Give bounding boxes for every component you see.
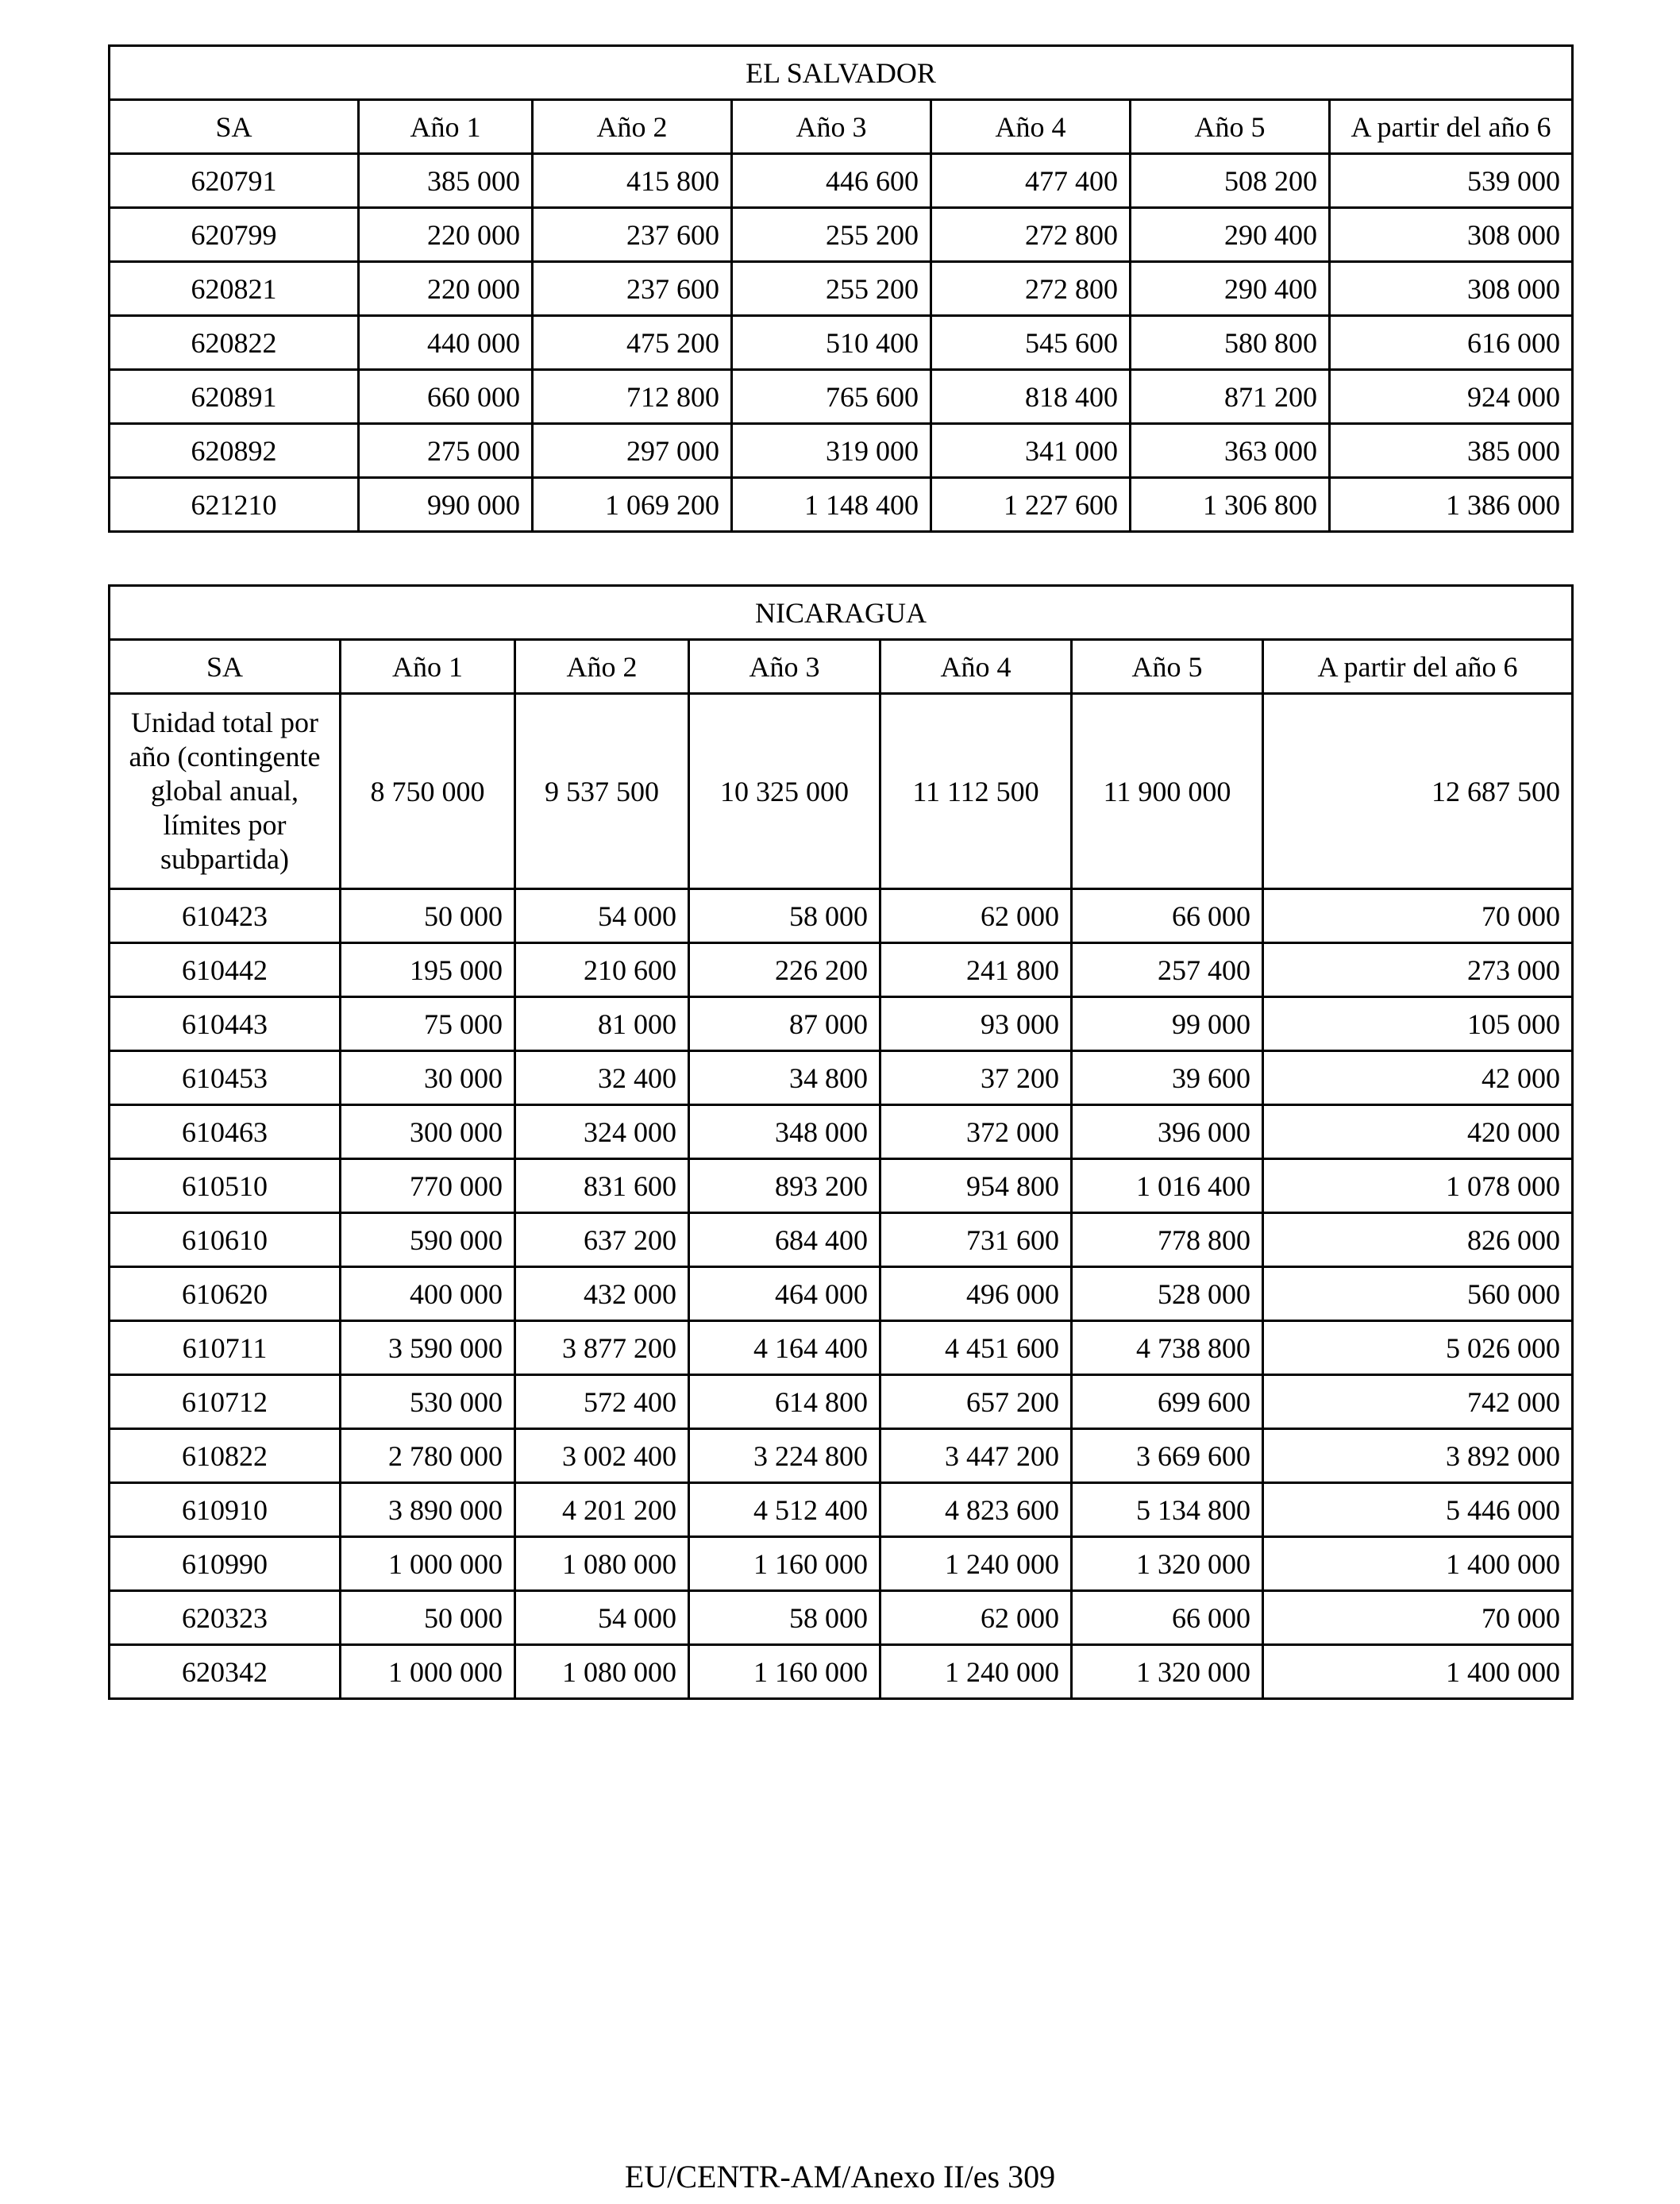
total-row-label: Unidad total por año (contingente global anual, límites por subpartida) [110,694,341,889]
column-header: Año 2 [515,640,689,694]
quota-value-cell: 237 600 [533,208,732,262]
nicaragua-quota-table [108,584,1574,1700]
quota-value-cell: 528 000 [1072,1267,1263,1321]
quota-value-cell: 614 800 [689,1375,880,1429]
table-row [110,1429,1573,1483]
quota-value-cell: 831 600 [515,1159,689,1213]
quota-value-cell: 530 000 [341,1375,515,1429]
table-row [110,1159,1573,1213]
quota-value-cell: 3 002 400 [515,1429,689,1483]
quota-value-cell: 30 000 [341,1051,515,1105]
quota-value-cell: 58 000 [689,889,880,943]
quota-value-cell: 385 000 [359,154,533,208]
quota-value-cell: 3 224 800 [689,1429,880,1483]
quota-value-cell: 1 227 600 [931,478,1131,532]
hs-code-cell: 610712 [110,1375,341,1429]
hs-code-cell: 620892 [110,424,359,478]
quota-value-cell: 1 016 400 [1072,1159,1263,1213]
quota-value-cell: 3 890 000 [341,1483,515,1537]
quota-value-cell: 3 590 000 [341,1321,515,1375]
quota-value-cell: 1 320 000 [1072,1537,1263,1591]
quota-value-cell: 58 000 [689,1591,880,1645]
total-value: 9 537 500 [515,694,689,889]
quota-value-cell: 4 823 600 [880,1483,1072,1537]
quota-value-cell: 272 800 [931,208,1131,262]
table-row [110,1591,1573,1645]
table-row [110,997,1573,1051]
quota-value-cell: 42 000 [1263,1051,1573,1105]
quota-value-cell: 341 000 [931,424,1131,478]
quota-value-cell: 1 386 000 [1330,478,1573,532]
hs-code-cell: 610463 [110,1105,341,1159]
hs-code-cell: 610990 [110,1537,341,1591]
column-header: Año 2 [533,100,732,154]
quota-value-cell: 616 000 [1330,316,1573,370]
quota-value-cell: 50 000 [341,1591,515,1645]
quota-value-cell: 308 000 [1330,208,1573,262]
quota-value-cell: 432 000 [515,1267,689,1321]
quota-value-cell: 385 000 [1330,424,1573,478]
quota-value-cell: 1 320 000 [1072,1645,1263,1699]
table-row [110,889,1573,943]
quota-value-cell: 272 800 [931,262,1131,316]
page-footer: EU/CENTR-AM/Anexo II/es 309 [624,2159,1056,2194]
quota-value-cell: 54 000 [515,889,689,943]
hs-code-cell: 610443 [110,997,341,1051]
quota-value-cell: 871 200 [1131,370,1330,424]
table-row [110,1375,1573,1429]
quota-value-cell: 195 000 [341,943,515,997]
quota-value-cell: 5 446 000 [1263,1483,1573,1537]
quota-value-cell: 363 000 [1131,424,1330,478]
quota-value-cell: 508 200 [1131,154,1330,208]
hs-code-cell: 620799 [110,208,359,262]
hs-code-cell: 610453 [110,1051,341,1105]
quota-value-cell: 70 000 [1263,1591,1573,1645]
quota-value-cell: 37 200 [880,1051,1072,1105]
column-header: A partir del año 6 [1263,640,1573,694]
quota-value-cell: 32 400 [515,1051,689,1105]
column-header: Año 1 [359,100,533,154]
hs-code-cell: 620821 [110,262,359,316]
quota-value-cell: 990 000 [359,478,533,532]
quota-value-cell: 699 600 [1072,1375,1263,1429]
column-header: SA [110,100,359,154]
quota-value-cell: 539 000 [1330,154,1573,208]
quota-value-cell: 660 000 [359,370,533,424]
quota-value-cell: 255 200 [732,208,931,262]
quota-value-cell: 226 200 [689,943,880,997]
table-row [110,316,1573,370]
quota-value-cell: 255 200 [732,262,931,316]
quota-value-cell: 257 400 [1072,943,1263,997]
quota-value-cell: 1 000 000 [341,1537,515,1591]
quota-value-cell: 273 000 [1263,943,1573,997]
quota-value-cell: 210 600 [515,943,689,997]
quota-value-cell: 66 000 [1072,1591,1263,1645]
quota-value-cell: 1 240 000 [880,1645,1072,1699]
table-row [110,424,1573,478]
quota-value-cell: 2 780 000 [341,1429,515,1483]
quota-value-cell: 4 512 400 [689,1483,880,1537]
quota-value-cell: 770 000 [341,1159,515,1213]
hs-code-cell: 610510 [110,1159,341,1213]
quota-value-cell: 324 000 [515,1105,689,1159]
quota-value-cell: 826 000 [1263,1213,1573,1267]
quota-value-cell: 66 000 [1072,889,1263,943]
column-header: Año 5 [1131,100,1330,154]
quota-value-cell: 62 000 [880,889,1072,943]
quota-value-cell: 477 400 [931,154,1131,208]
hs-code-cell: 620822 [110,316,359,370]
quota-value-cell: 657 200 [880,1375,1072,1429]
table-row [110,1213,1573,1267]
quota-value-cell: 5 134 800 [1072,1483,1263,1537]
column-header: Año 5 [1072,640,1263,694]
table-row [110,1267,1573,1321]
quota-value-cell: 93 000 [880,997,1072,1051]
quota-value-cell: 684 400 [689,1213,880,1267]
table-row [110,478,1573,532]
quota-value-cell: 742 000 [1263,1375,1573,1429]
column-header: Año 4 [931,100,1131,154]
quota-value-cell: 1 080 000 [515,1645,689,1699]
hs-code-cell: 610822 [110,1429,341,1483]
table-row [110,154,1573,208]
table-row [110,1645,1573,1699]
total-value: 8 750 000 [341,694,515,889]
quota-value-cell: 1 069 200 [533,478,732,532]
quota-value-cell: 308 000 [1330,262,1573,316]
quota-value-cell: 290 400 [1131,208,1330,262]
quota-value-cell: 275 000 [359,424,533,478]
quota-value-cell: 396 000 [1072,1105,1263,1159]
quota-value-cell: 924 000 [1330,370,1573,424]
el-salvador-quota-table [108,44,1574,533]
table-row [110,1537,1573,1591]
hs-code-cell: 610711 [110,1321,341,1375]
quota-value-cell: 765 600 [732,370,931,424]
quota-value-cell: 415 800 [533,154,732,208]
table-row [110,943,1573,997]
quota-value-cell: 590 000 [341,1213,515,1267]
quota-value-cell: 300 000 [341,1105,515,1159]
quota-value-cell: 54 000 [515,1591,689,1645]
quota-value-cell: 1 000 000 [341,1645,515,1699]
hs-code-cell: 610620 [110,1267,341,1321]
total-value: 12 687 500 [1263,694,1573,889]
table-row [110,1105,1573,1159]
quota-value-cell: 105 000 [1263,997,1573,1051]
hs-code-cell: 621210 [110,478,359,532]
table-row [110,1051,1573,1105]
quota-value-cell: 712 800 [533,370,732,424]
quota-value-cell: 1 160 000 [689,1537,880,1591]
column-header: Año 3 [689,640,880,694]
table-row [110,1483,1573,1537]
quota-value-cell: 39 600 [1072,1051,1263,1105]
hs-code-cell: 610442 [110,943,341,997]
column-header: Año 3 [732,100,931,154]
quota-value-cell: 545 600 [931,316,1131,370]
quota-value-cell: 1 148 400 [732,478,931,532]
quota-value-cell: 475 200 [533,316,732,370]
quota-value-cell: 818 400 [931,370,1131,424]
table-title: NICARAGUA [110,586,1573,640]
table-row [110,370,1573,424]
total-value: 11 900 000 [1072,694,1263,889]
quota-value-cell: 4 738 800 [1072,1321,1263,1375]
quota-value-cell: 510 400 [732,316,931,370]
quota-value-cell: 50 000 [341,889,515,943]
quota-value-cell: 420 000 [1263,1105,1573,1159]
hs-code-cell: 610610 [110,1213,341,1267]
quota-value-cell: 34 800 [689,1051,880,1105]
hs-code-cell: 620323 [110,1591,341,1645]
quota-value-cell: 3 447 200 [880,1429,1072,1483]
column-header: Año 1 [341,640,515,694]
hs-code-cell: 620342 [110,1645,341,1699]
quota-value-cell: 99 000 [1072,997,1263,1051]
quota-value-cell: 4 201 200 [515,1483,689,1537]
quota-value-cell: 319 000 [732,424,931,478]
hs-code-cell: 620791 [110,154,359,208]
quota-value-cell: 731 600 [880,1213,1072,1267]
table-row [110,208,1573,262]
quota-value-cell: 220 000 [359,262,533,316]
hs-code-cell: 610423 [110,889,341,943]
hs-code-cell: 620891 [110,370,359,424]
column-header: A partir del año 6 [1330,100,1573,154]
quota-value-cell: 954 800 [880,1159,1072,1213]
quota-value-cell: 1 240 000 [880,1537,1072,1591]
table-title: EL SALVADOR [110,46,1573,100]
total-value: 10 325 000 [689,694,880,889]
table-row [110,262,1573,316]
quota-value-cell: 372 000 [880,1105,1072,1159]
quota-value-cell: 297 000 [533,424,732,478]
quota-value-cell: 87 000 [689,997,880,1051]
column-header: Año 4 [880,640,1072,694]
quota-value-cell: 3 669 600 [1072,1429,1263,1483]
quota-value-cell: 440 000 [359,316,533,370]
quota-value-cell: 3 892 000 [1263,1429,1573,1483]
quota-value-cell: 1 400 000 [1263,1537,1573,1591]
quota-value-cell: 1 080 000 [515,1537,689,1591]
quota-value-cell: 893 200 [689,1159,880,1213]
quota-value-cell: 75 000 [341,997,515,1051]
quota-value-cell: 1 078 000 [1263,1159,1573,1213]
column-header: SA [110,640,341,694]
quota-value-cell: 560 000 [1263,1267,1573,1321]
quota-value-cell: 1 400 000 [1263,1645,1573,1699]
table-row [110,1321,1573,1375]
quota-value-cell: 496 000 [880,1267,1072,1321]
header-row [110,640,1573,694]
quota-value-cell: 290 400 [1131,262,1330,316]
quota-value-cell: 637 200 [515,1213,689,1267]
quota-value-cell: 464 000 [689,1267,880,1321]
total-value: 11 112 500 [880,694,1072,889]
quota-value-cell: 4 451 600 [880,1321,1072,1375]
quota-value-cell: 237 600 [533,262,732,316]
quota-value-cell: 5 026 000 [1263,1321,1573,1375]
quota-value-cell: 62 000 [880,1591,1072,1645]
quota-value-cell: 241 800 [880,943,1072,997]
quota-value-cell: 446 600 [732,154,931,208]
quota-value-cell: 348 000 [689,1105,880,1159]
quota-value-cell: 580 800 [1131,316,1330,370]
quota-value-cell: 1 306 800 [1131,478,1330,532]
quota-value-cell: 1 160 000 [689,1645,880,1699]
quota-value-cell: 81 000 [515,997,689,1051]
quota-value-cell: 572 400 [515,1375,689,1429]
header-row [110,100,1573,154]
quota-value-cell: 4 164 400 [689,1321,880,1375]
quota-value-cell: 778 800 [1072,1213,1263,1267]
hs-code-cell: 610910 [110,1483,341,1537]
total-row [110,694,1573,889]
quota-value-cell: 220 000 [359,208,533,262]
quota-value-cell: 400 000 [341,1267,515,1321]
quota-value-cell: 70 000 [1263,889,1573,943]
quota-value-cell: 3 877 200 [515,1321,689,1375]
